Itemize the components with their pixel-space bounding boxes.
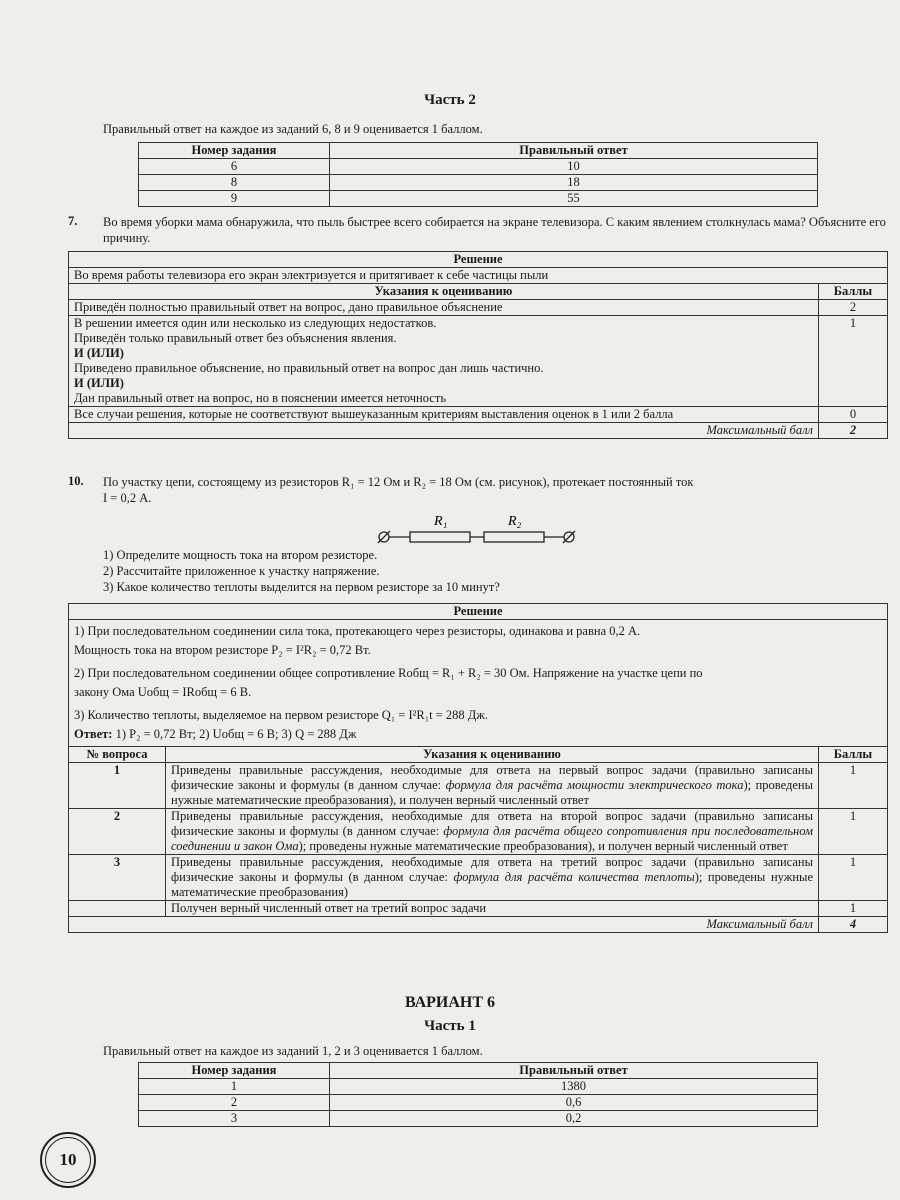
question-number: 2 — [69, 809, 166, 855]
criterion-points: 1 — [819, 901, 888, 917]
table-row — [69, 763, 888, 809]
table-row — [69, 300, 888, 316]
cell-answer: 10 — [330, 159, 818, 175]
criterion-points: 0 — [819, 407, 888, 423]
task10-points-header: Баллы — [819, 747, 888, 763]
criterion-text: Приведены правильные рассуждения, необходимые для ответа на первый вопрос задачи (правильно записаны физические законы и формулы (в данном случае: формула для расчёта мощности электрического тока); проведены нужные математические преобразования), и получен верный численный ответ — [166, 763, 819, 809]
th-task-number: Номер задания — [139, 1063, 330, 1079]
task10-question-3: 3) Какое количество теплоты выделится на первом резисторе за 10 минут? — [103, 580, 500, 594]
task7-max-label: Максимальный балл — [69, 423, 819, 439]
variant6-answer-table — [138, 1062, 818, 1127]
criterion-text: Приведены правильные рассуждения, необходимые для ответа на второй вопрос задачи (правильно записаны физические законы и формулы (в данном случае: формула для расчёта общего сопротивления при последовательном соединении и закон Ома); проведены нужные математические преобразования), и получен верный численный ответ — [166, 809, 819, 855]
circuit-diagram — [372, 508, 582, 548]
criterion-line: Дан правильный ответ на вопрос, но в пояснении имеется неточность — [74, 391, 447, 405]
task10-solution-body — [69, 620, 888, 747]
answer-line — [74, 725, 882, 744]
criterion-text-block — [69, 316, 819, 407]
solution-line: закону Ома Uобщ = IRобщ = 6 В. — [74, 685, 252, 699]
cell-answer: 1380 — [330, 1079, 818, 1095]
solution-line: 1) При последовательном соединении сила тока, протекающего через резисторы, одинакова и равна 0,2 А. — [74, 624, 641, 638]
table-row — [139, 1095, 818, 1111]
cell-answer: 0,2 — [330, 1111, 818, 1127]
task7-solution-header: Решение — [69, 252, 888, 268]
question-number — [69, 901, 166, 917]
th-task-number: Номер задания — [139, 143, 330, 159]
criterion-points: 1 — [819, 855, 888, 901]
criterion-or: И (ИЛИ) — [74, 376, 124, 390]
table-row — [69, 855, 888, 901]
criterion-or: И (ИЛИ) — [74, 346, 124, 360]
task10-max-label: Максимальный балл — [69, 917, 819, 933]
resistor-r2 — [484, 532, 544, 542]
part2-title: Часть 2 — [424, 92, 476, 108]
criterion-text: Приведены правильные рассуждения, необходимые для ответа на третий вопрос задачи (правильно записаны физические законы и формулы (в данном случае: формула для расчёта количества теплоты); проведены нужные математические преобразования) — [166, 855, 819, 901]
criterion-line: Приведён только правильный ответ без объяснения явления. — [74, 331, 397, 345]
task10-max-points: 4 — [819, 917, 888, 933]
task7-points-header: Баллы — [819, 284, 888, 300]
criterion-points: 1 — [819, 316, 888, 407]
task7-criteria-header: Указания к оцениванию — [69, 284, 819, 300]
task10-text-line1: По участку цепи, состоящему из резисторов R₁ = 12 Ом и R₂ = 18 Ом (см. рисунок), протекает постоянный ток — [103, 475, 694, 489]
table-row — [139, 191, 818, 207]
table-row — [69, 407, 888, 423]
table-row — [139, 1111, 818, 1127]
table-row — [69, 809, 888, 855]
criterion-text: Получен верный численный ответ на третий вопрос задачи — [166, 901, 819, 917]
page-number: 10 — [40, 1132, 96, 1188]
criterion-text: Приведён полностью правильный ответ на вопрос, дано правильное объяснение — [69, 300, 819, 316]
task10-question-1: 1) Определите мощность тока на втором резисторе. — [103, 548, 378, 562]
cell-answer: 18 — [330, 175, 818, 191]
cell-task: 6 — [139, 159, 330, 175]
part2-intro: Правильный ответ на каждое из заданий 6, 8 и 9 оценивается 1 баллом. — [103, 122, 483, 136]
task7-criteria-table — [68, 251, 888, 439]
task10-number: 10. — [68, 474, 84, 488]
r2-label: R₂ — [508, 514, 522, 529]
cell-task: 9 — [139, 191, 330, 207]
task10-criteria-header: Указания к оцениванию — [166, 747, 819, 763]
solution-line: Мощность тока на втором резисторе P₂ = I²R₂ = 0,72 Вт. — [74, 643, 371, 657]
task7-number: 7. — [68, 214, 78, 228]
cell-answer: 55 — [330, 191, 818, 207]
solution-line: 2) При последовательном соединении общее сопротивление Rобщ = R₁ + R₂ = 30 Ом. Напряжение на участке цепи по — [74, 666, 703, 680]
table-row — [139, 159, 818, 175]
cell-answer: 0,6 — [330, 1095, 818, 1111]
table-row — [69, 316, 888, 407]
criterion-points: 1 — [819, 809, 888, 855]
task10-question-2: 2) Рассчитайте приложенное к участку напряжение. — [103, 564, 380, 578]
table-row — [139, 175, 818, 191]
criterion-line: Приведено правильное объяснение, но правильный ответ на вопрос дан лишь частично. — [74, 361, 544, 375]
criterion-points: 2 — [819, 300, 888, 316]
question-number: 3 — [69, 855, 166, 901]
th-correct-answer: Правильный ответ — [330, 143, 818, 159]
variant6-title: ВАРИАНТ 6 — [404, 994, 496, 1011]
cell-task: 2 — [139, 1095, 330, 1111]
task10-text-line2: I = 0,2 А. — [103, 491, 152, 505]
task7-text: Во время уборки мама обнаружила, что пыль быстрее всего собирается на экране телевизора. С каким явлением столкнулась мама? Объясните его причину. — [103, 215, 886, 245]
r1-label: R₁ — [434, 514, 448, 529]
task10-solution-table — [68, 603, 888, 933]
criterion-points: 1 — [819, 763, 888, 809]
table-row — [69, 901, 888, 917]
answer-text: 1) P₂ = 0,72 Вт; 2) Uобщ = 6 В; 3) Q = 288 Дж — [112, 727, 357, 741]
cell-task: 3 — [139, 1111, 330, 1127]
th-correct-answer: Правильный ответ — [330, 1063, 818, 1079]
task10-solution-header: Решение — [69, 604, 888, 620]
variant6-part1-title: Часть 1 — [424, 1018, 476, 1034]
question-number: 1 — [69, 763, 166, 809]
cell-task: 8 — [139, 175, 330, 191]
resistor-r1 — [410, 532, 470, 542]
criterion-line: В решении имеется один или несколько из следующих недостатков. — [74, 316, 437, 330]
table-row — [139, 1079, 818, 1095]
answer-label: Ответ: — [74, 727, 113, 741]
variant6-intro: Правильный ответ на каждое из заданий 1, 2 и 3 оценивается 1 баллом. — [103, 1044, 483, 1058]
part2-answer-table — [138, 142, 818, 207]
solution-line: 3) Количество теплоты, выделяемое на первом резисторе Q₁ = I²R₁t = 288 Дж. — [74, 708, 489, 722]
criterion-text: Все случаи решения, которые не соответствуют вышеуказанным критериям выставления оценок в 1 или 2 балла — [69, 407, 819, 423]
task7-max-points: 2 — [819, 423, 888, 439]
task7-solution-text: Во время работы телевизора его экран электризуется и притягивает к себе частицы пыли — [69, 268, 888, 284]
task10-q-header: № вопроса — [69, 747, 166, 763]
cell-task: 1 — [139, 1079, 330, 1095]
